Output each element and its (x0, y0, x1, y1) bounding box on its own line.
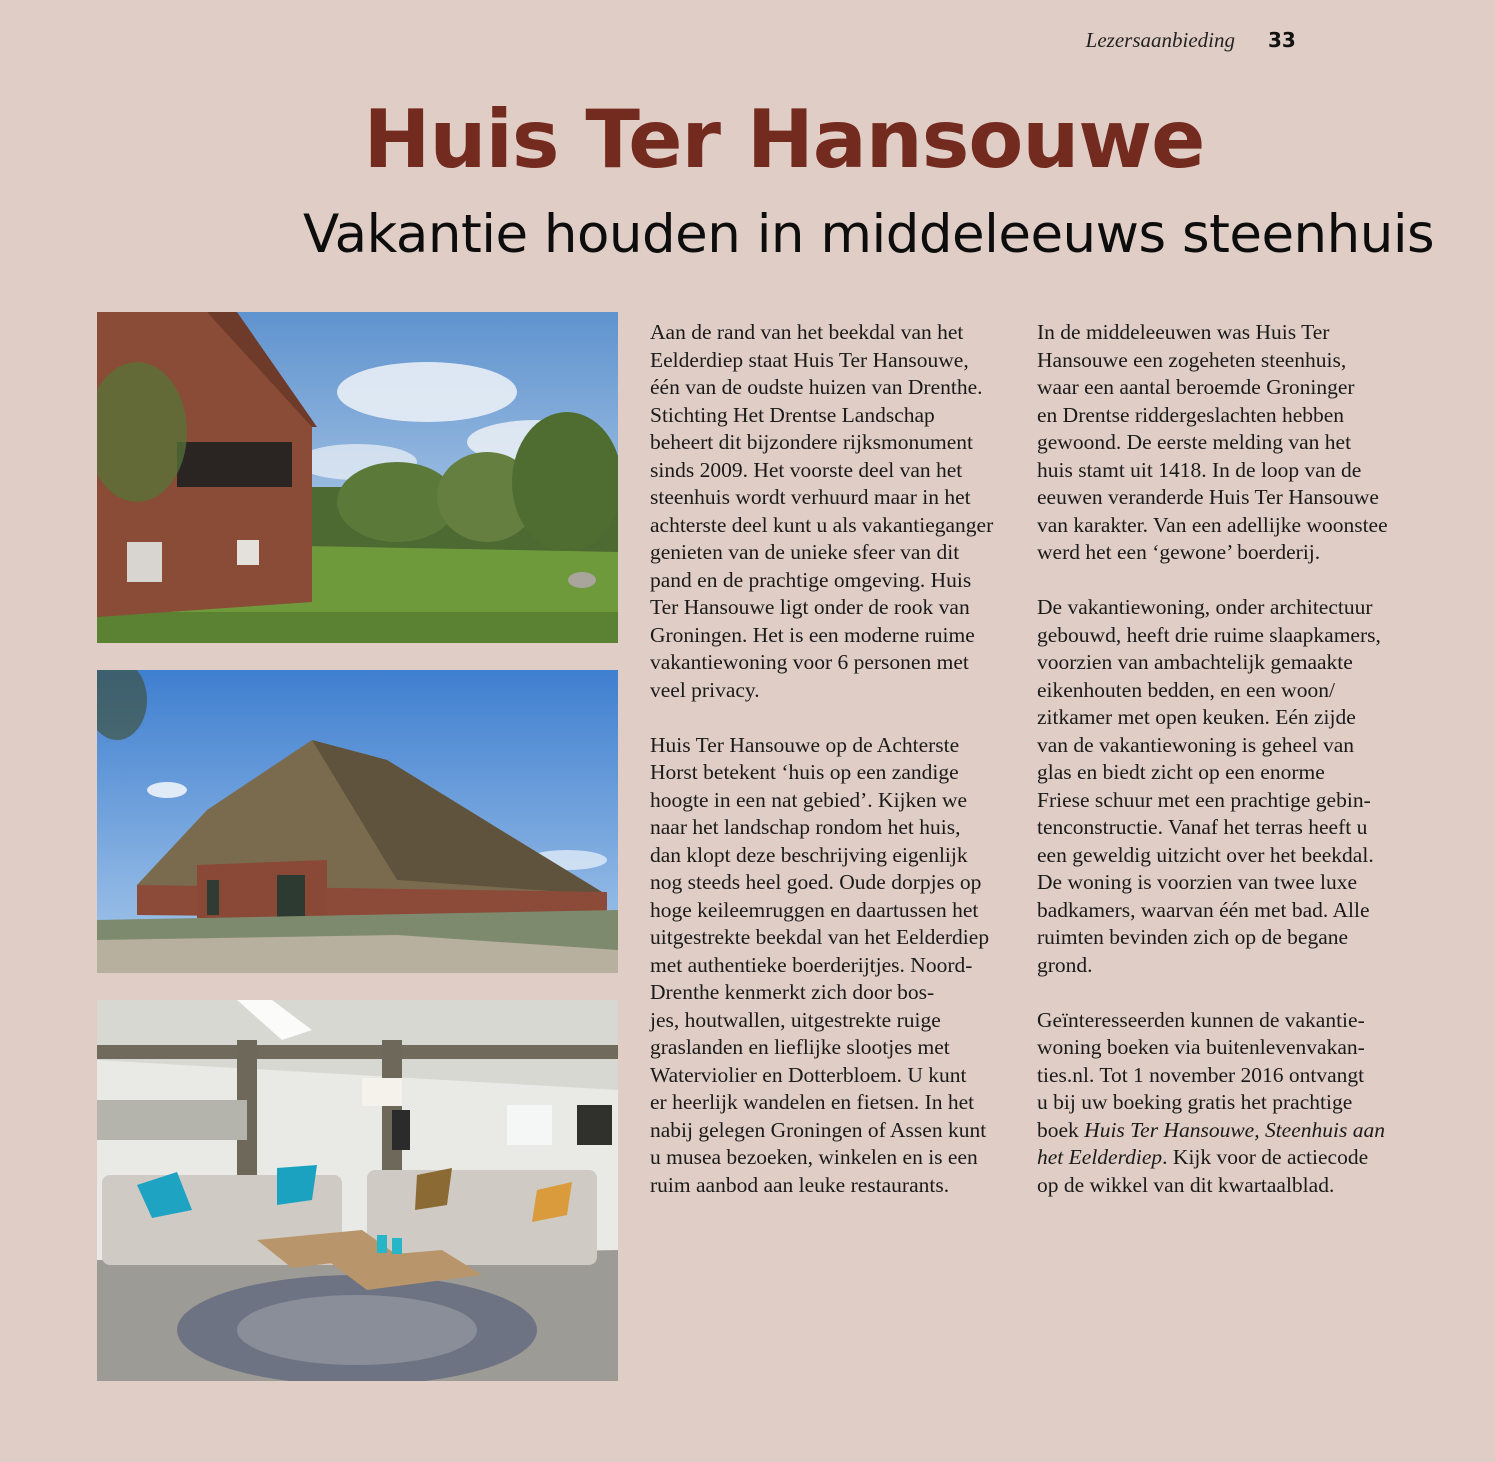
text-line: gebouwd, heeft drie ruime slaapkamers, (1037, 622, 1381, 647)
text-line: ruimten bevinden zich op de begane (1037, 925, 1349, 949)
text-line: jes, houtwallen, uitgestrekte ruige (650, 1007, 941, 1032)
text-line: voorzien van ambachtelijk gemaakte (1037, 650, 1353, 674)
text-line: Huis Ter Hansouwe op de Achterste (650, 732, 960, 757)
text-line: ties.nl. Tot 1 november 2016 ontvangt (1037, 1062, 1365, 1087)
page-number: 33 (1268, 28, 1296, 52)
text-line (1037, 1117, 1409, 1145)
text-line: Geïnteresseerden kunnen de vakantie- (1037, 1007, 1365, 1032)
text-line: vakantiewoning voor 6 personen met (650, 650, 969, 674)
text-line: veel privacy. (650, 677, 760, 702)
article-subtitle: Vakantie houden in middeleeuws steenhuis (303, 204, 1435, 265)
text-line: ruim aanbod aan leuke restaurants. (650, 1172, 950, 1197)
text-line: Aan de rand van het beekdal van het (650, 320, 964, 344)
text-line: huis stamt uit 1418. In de loop van de (1037, 457, 1362, 482)
text-line: één van de oudste huizen van Drenthe. (650, 375, 983, 399)
book-title: het Eelderdiep (1037, 1145, 1163, 1169)
text-line: Eelderdiep staat Huis Ter Hansouwe, (650, 347, 969, 372)
text-line: zitkamer met open keuken. Eén zijde (1037, 705, 1356, 729)
text-line: hoogte in een nat gebied’. Kijken we (650, 787, 968, 812)
photo-brick-house-exterior (97, 312, 618, 643)
text-line: In de middeleeuwen was Huis Ter (1037, 320, 1330, 344)
text-line (1037, 1144, 1409, 1172)
text-line: dan klopt deze beschrijving eigenlijk (650, 842, 968, 867)
text-line: eeuwen veranderde Huis Ter Hansouwe (1037, 485, 1379, 509)
text-line: en Drentse riddergeslachten hebben (1037, 402, 1345, 427)
text-line: hoge keileemruggen en daartussen het (650, 897, 979, 922)
paragraph (1037, 319, 1409, 567)
text-line: u musea bezoeken, winkelen en is een (650, 1145, 978, 1169)
text-line: met authentieke boerderijtjes. Noord- (650, 952, 973, 977)
text-line: u bij uw boeking gratis het prachtige (1037, 1090, 1353, 1114)
paragraph (1037, 594, 1409, 979)
photo-living-room-interior (97, 1000, 618, 1381)
text-line: een geweldig uitzicht over het beekdal. (1037, 842, 1374, 867)
text-line: Groningen. Het is een moderne ruime (650, 622, 975, 647)
paragraph (1037, 1007, 1409, 1200)
text-line: werd het een ‘gewone’ boerderij. (1037, 540, 1321, 564)
text-line: Waterviolier en Dotterbloem. U kunt (650, 1062, 967, 1087)
text-line: eikenhouten bedden, en een woon/ (1037, 677, 1335, 702)
paragraph (650, 319, 1018, 704)
photo-thatched-farmhouse (97, 670, 618, 973)
text-line: De vakantiewoning, onder architectuur (1037, 595, 1373, 619)
text-line: nabij gelegen Groningen of Assen kunt (650, 1117, 987, 1142)
text-line: naar het landschap rondom het huis, (650, 815, 961, 839)
article-column-2 (1037, 319, 1409, 1227)
text-run: . Kijk voor de actiecode (1162, 1145, 1369, 1169)
text-line: er heerlijk wandelen en fietsen. In het (650, 1090, 975, 1114)
text-line: Hansouwe een zogeheten steenhuis, (1037, 347, 1347, 372)
text-line: sinds 2009. Het voorste deel van het (650, 457, 963, 482)
article-column-1 (650, 319, 1018, 1227)
text-line: grond. (1037, 952, 1093, 977)
text-line: Friese schuur met een prachtige gebin- (1037, 787, 1371, 812)
section-label: Lezersaanbieding (1085, 28, 1235, 52)
text-line: Drenthe kenmerkt zich door bos- (650, 980, 935, 1004)
text-line: glas en biedt zicht op een enorme (1037, 760, 1325, 784)
text-line: van de vakantiewoning is geheel van (1037, 732, 1355, 757)
text-line: van karakter. Van een adellijke woonstee (1037, 512, 1388, 537)
text-line: achterste deel kunt u als vakantieganger (650, 512, 994, 537)
text-line: waar een aantal beroemde Groninger (1037, 375, 1355, 399)
text-line: tenconstructie. Vanaf het terras heeft u (1037, 815, 1368, 839)
text-line: badkamers, waarvan één met bad. Alle (1037, 897, 1370, 922)
text-line: uitgestrekte beekdal van het Eelderdiep (650, 925, 990, 949)
text-run: boek (1037, 1117, 1085, 1142)
article-title: Huis Ter Hansouwe (363, 93, 1205, 186)
text-line: beheert dit bijzondere rijksmonument (650, 430, 974, 454)
book-title: Huis Ter Hansouwe, Steenhuis aan (1084, 1117, 1385, 1142)
text-line: Ter Hansouwe ligt onder de rook van (650, 595, 970, 619)
text-line: gewoond. De eerste melding van het (1037, 430, 1352, 454)
text-line: De woning is voorzien van twee luxe (1037, 870, 1358, 894)
text-line: op de wikkel van dit kwartaalblad. (1037, 1172, 1335, 1197)
text-line: genieten van de unieke sfeer van dit (650, 540, 960, 564)
text-line: graslanden en lieflijke slootjes met (650, 1035, 950, 1059)
text-line: steenhuis wordt verhuurd maar in het (650, 485, 971, 509)
text-line: woning boeken via buitenlevenvakan- (1037, 1035, 1365, 1059)
text-line: pand en de prachtige omgeving. Huis (650, 567, 972, 592)
paragraph (650, 732, 1018, 1200)
text-line: Stichting Het Drentse Landschap (650, 402, 935, 427)
text-line: nog steeds heel goed. Oude dorpjes op (650, 870, 982, 894)
text-line: Horst betekent ‘huis op een zandige (650, 760, 959, 784)
